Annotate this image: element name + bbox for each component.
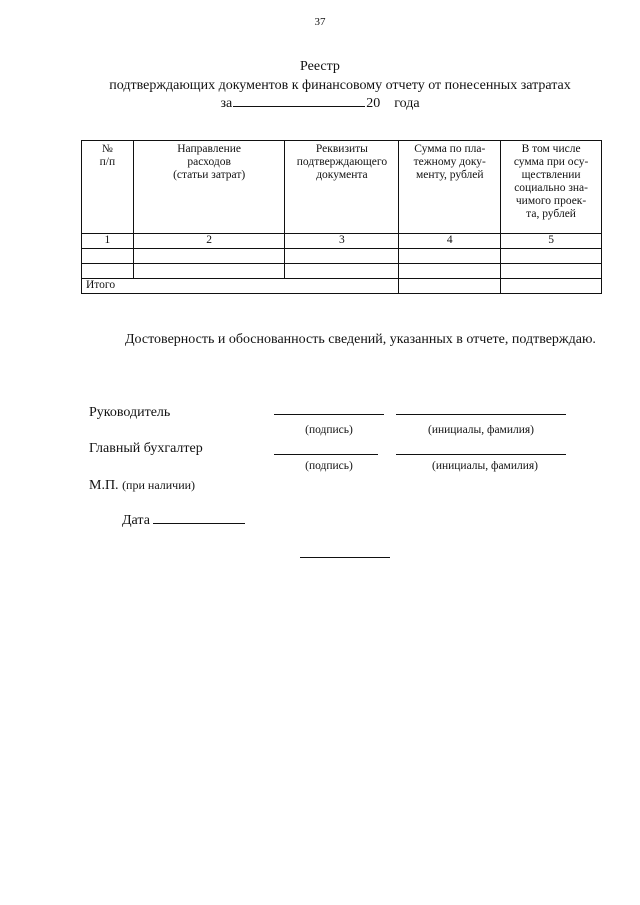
- document-subtitle: подтверждающих документов к финансовому отчету от понесенных затратах: [109, 78, 571, 93]
- table-cell[interactable]: [285, 249, 399, 264]
- header-social-amount: В том числе сумма при осу- ществлении социально зна- чимого проек- та, рублей: [501, 141, 602, 234]
- document-title: Реестр: [300, 59, 340, 74]
- signature-line-accountant[interactable]: [274, 453, 378, 455]
- page-number: 37: [314, 16, 326, 28]
- table-header-row: [82, 141, 602, 234]
- period-year: 20: [366, 96, 381, 111]
- header-direction: Направление расходов (статьи затрат): [133, 141, 285, 234]
- table-cell[interactable]: [501, 249, 602, 264]
- column-number-row: [82, 234, 602, 249]
- stamp-note: (при наличии): [122, 478, 196, 492]
- signature-role-accountant: Главный бухгалтер: [89, 441, 203, 456]
- column-number: 1: [82, 234, 134, 249]
- table-row: [82, 264, 602, 279]
- signature-role-head: Руководитель: [89, 405, 171, 420]
- column-number: 4: [399, 234, 501, 249]
- table-cell[interactable]: [399, 264, 501, 279]
- period-prefix: за: [220, 96, 233, 111]
- header-details: Реквизиты подтверждающего документа: [285, 141, 399, 234]
- name-line-accountant[interactable]: [396, 453, 566, 455]
- table-row: [82, 249, 602, 264]
- total-label: Итого: [82, 279, 399, 294]
- table-cell[interactable]: [285, 264, 399, 279]
- confirmation-text: Достоверность и обоснованность сведений, указанных в отчете, подтверждаю.: [125, 332, 596, 347]
- signature-line-head[interactable]: [274, 413, 384, 415]
- register-table: [81, 140, 602, 294]
- column-number: 3: [285, 234, 399, 249]
- total-social-amount-cell[interactable]: [501, 279, 602, 294]
- period-blank[interactable]: [233, 93, 365, 107]
- column-number: 5: [501, 234, 602, 249]
- table-cell[interactable]: [133, 264, 285, 279]
- table-cell[interactable]: [501, 264, 602, 279]
- header-amount: Сумма по пла- тежному доку- менту, рублей: [399, 141, 501, 234]
- total-amount-cell[interactable]: [399, 279, 501, 294]
- date-field: [122, 510, 245, 530]
- period-suffix: года: [394, 96, 420, 111]
- name-hint-head: (инициалы, фамилия): [427, 424, 535, 436]
- stamp-placeholder: [89, 476, 195, 495]
- name-line-head[interactable]: [396, 413, 566, 415]
- table-cell[interactable]: [82, 249, 134, 264]
- stamp-label: М.П.: [89, 478, 119, 493]
- date-blank[interactable]: [153, 510, 245, 524]
- end-divider: [300, 557, 390, 558]
- total-row: [82, 279, 602, 294]
- report-period: [0, 93, 640, 113]
- table-cell[interactable]: [82, 264, 134, 279]
- signature-hint-head: (подпись): [305, 424, 353, 436]
- signature-hint-accountant: (подпись): [305, 460, 353, 472]
- name-hint-accountant: (инициалы, фамилия): [431, 460, 539, 472]
- header-number: № п/п: [82, 141, 134, 234]
- date-label: Дата: [122, 513, 150, 528]
- table-cell[interactable]: [399, 249, 501, 264]
- table-cell[interactable]: [133, 249, 285, 264]
- column-number: 2: [133, 234, 285, 249]
